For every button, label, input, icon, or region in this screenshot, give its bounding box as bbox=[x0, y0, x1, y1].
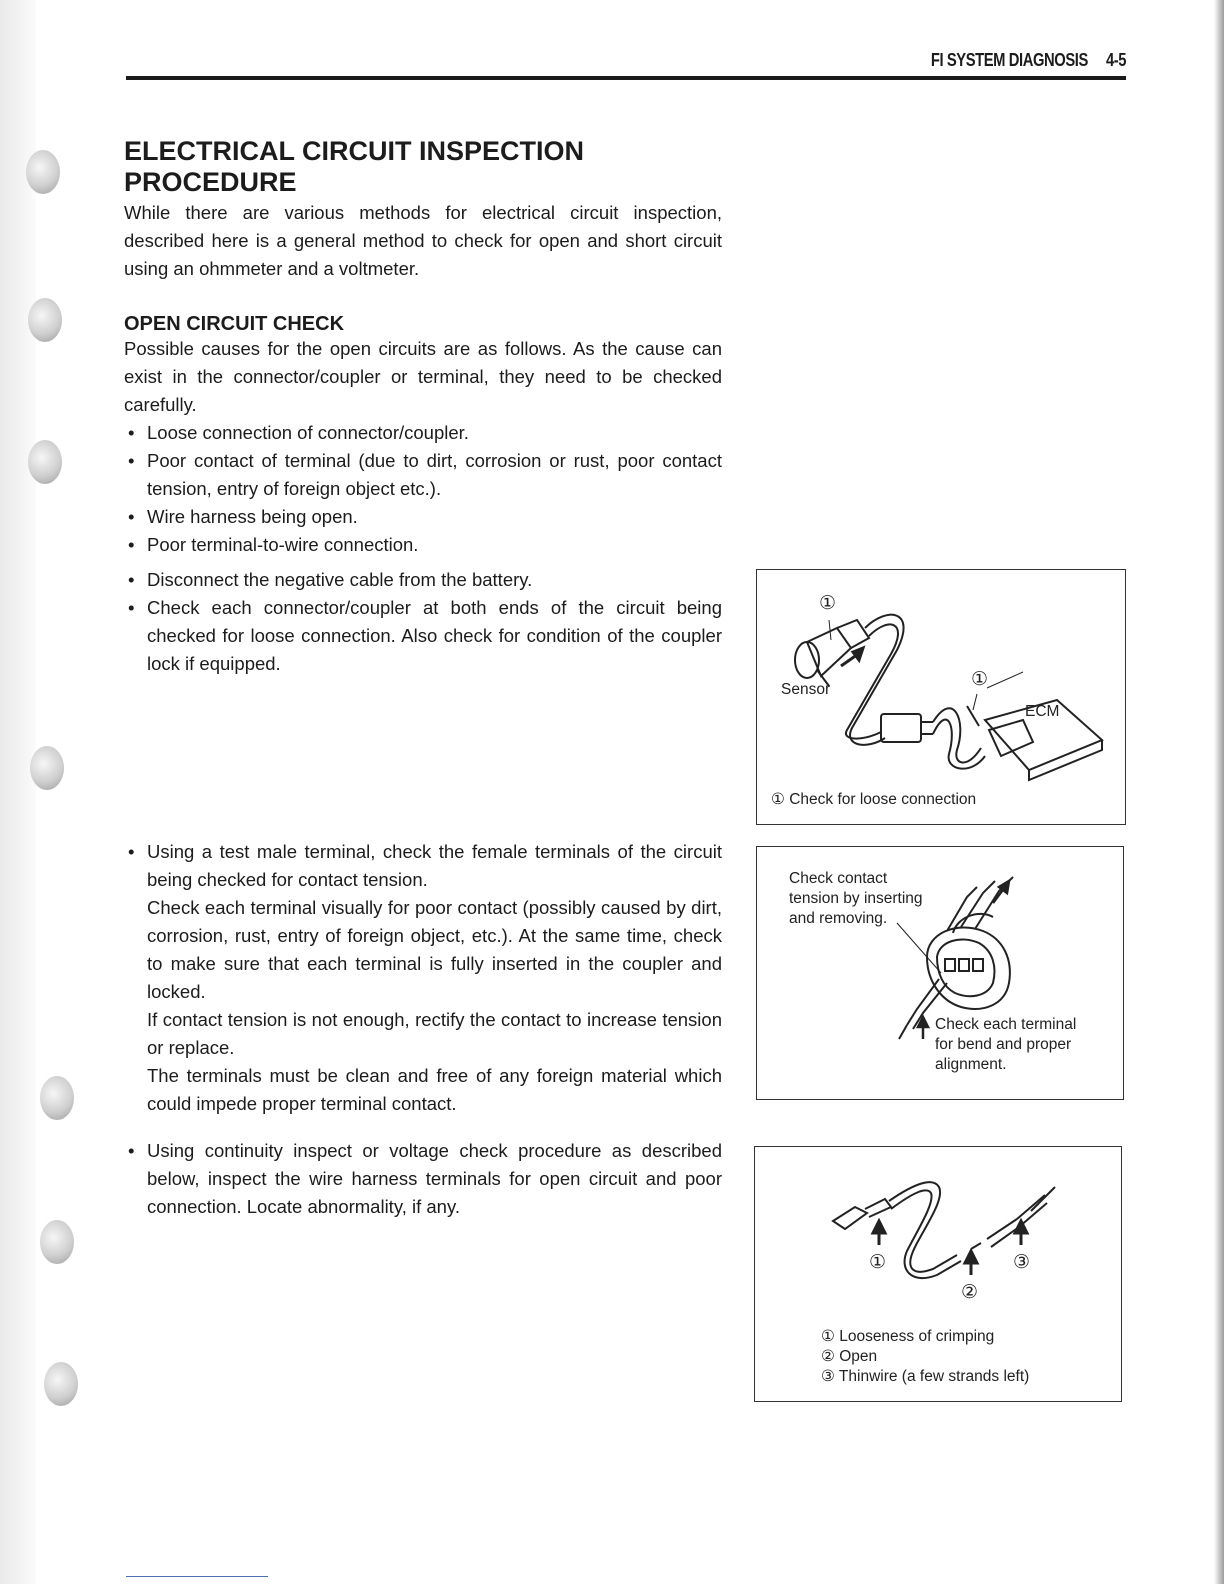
figure-2-label-right-1: Check each terminal bbox=[935, 1016, 1077, 1033]
page-right-edge bbox=[1214, 0, 1224, 1584]
list-item: • Loose connection of connector/coupler. bbox=[124, 419, 722, 447]
step-b-p4: The terminals must be clean and free of any foreign material which could impede proper terminal contact. bbox=[147, 1065, 722, 1114]
binder-ring bbox=[28, 440, 62, 484]
figure-3-legend-2: ② Open bbox=[821, 1348, 878, 1365]
cause-list bbox=[124, 419, 722, 559]
figure-3-legend-3: ③ Thinwire (a few strands left) bbox=[821, 1368, 1030, 1385]
binder-ring bbox=[40, 1076, 74, 1120]
open-circuit-heading: OPEN CIRCUIT CHECK bbox=[124, 313, 345, 335]
figure-2-label-right-3: alignment. bbox=[935, 1056, 1007, 1073]
list-item: • Disconnect the negative cable from the battery. bbox=[124, 566, 722, 594]
page-header bbox=[126, 50, 1126, 80]
header-right bbox=[931, 50, 1126, 71]
figure-2-label-left-3: and removing. bbox=[789, 910, 888, 927]
figure-3-marker-1: ① bbox=[869, 1252, 887, 1273]
step-b-p2: Check each terminal visually for poor contact (possibly caused by dirt, corrosion, rust, entry of foreign object, etc.). At the same time, check to make sure that each terminal is fully inserted in the coupler and locked. bbox=[147, 897, 722, 1002]
figure-contact-tension bbox=[756, 846, 1124, 1100]
header-page-number: 4-5 bbox=[1105, 50, 1126, 70]
binder-ring bbox=[40, 1220, 74, 1264]
figure-3-legend-1: ① Looseness of crimping bbox=[821, 1328, 995, 1345]
step-list-b bbox=[124, 838, 722, 1118]
figure-2-label-left-1: Check contact bbox=[789, 870, 888, 887]
page-title bbox=[124, 136, 744, 198]
binder-edge bbox=[0, 0, 36, 1584]
header-section: FI SYSTEM DIAGNOSIS bbox=[930, 50, 1088, 70]
figure-3-marker-2: ② bbox=[961, 1282, 979, 1303]
step-b-p1: • Using a test male terminal, check the female terminals of the circuit being checked for contact tension. bbox=[147, 841, 722, 890]
title-line-2: PROCEDURE bbox=[124, 167, 297, 197]
title-line-1: ELECTRICAL CIRCUIT INSPECTION bbox=[124, 136, 585, 166]
figure-1-caption: ① Check for loose connection bbox=[771, 791, 977, 808]
figure-3-drawing bbox=[755, 1147, 1121, 1401]
figure-loose-connection bbox=[756, 569, 1126, 825]
step-list-a bbox=[124, 566, 722, 678]
figure-3-marker-3: ③ bbox=[1013, 1252, 1031, 1273]
list-item: • Wire harness being open. bbox=[124, 503, 722, 531]
binder-ring bbox=[44, 1362, 78, 1406]
list-item: • Check each connector/coupler at both ends of the circuit being checked for loose connection. Also check for condition of the coupler lock if equipped. bbox=[124, 594, 722, 678]
binder-ring bbox=[26, 150, 60, 194]
bottom-rule bbox=[126, 1576, 268, 1577]
list-item: • Poor terminal-to-wire connection. bbox=[124, 531, 722, 559]
figure-open-circuit-causes bbox=[754, 1146, 1122, 1402]
figure-1-marker-right: ① bbox=[971, 669, 989, 690]
figure-1-ecm-label: ECM bbox=[1025, 703, 1060, 720]
list-item: • Using continuity inspect or voltage check procedure as described below, inspect the wire harness terminals for open circuit and poor connection. Locate abnormality, if any. bbox=[124, 1137, 722, 1221]
figure-1-sensor-label: Sensor bbox=[781, 681, 831, 698]
step-list-c bbox=[124, 1137, 722, 1221]
list-item bbox=[124, 838, 722, 1118]
binder-ring bbox=[28, 298, 62, 342]
list-item: • Poor contact of terminal (due to dirt, corrosion or rust, poor contact tension, entry of foreign object etc.). bbox=[124, 447, 722, 503]
figure-2-label-left-2: tension by inserting bbox=[789, 890, 923, 907]
figure-2-label-right-2: for bend and proper bbox=[935, 1036, 1072, 1053]
binder-ring bbox=[30, 746, 64, 790]
open-circuit-intro: Possible causes for the open circuits are as follows. As the cause can exist in the connector/coupler or terminal, they need to be checked carefully. bbox=[124, 338, 722, 415]
figure-1-marker-top: ① bbox=[819, 593, 837, 614]
intro-paragraph: While there are various methods for electrical circuit inspection, described here is a general method to check for open and short circuit using an ohmmeter and a voltmeter. bbox=[124, 202, 722, 279]
step-b-p3: If contact tension is not enough, rectify the contact to increase tension or replace. bbox=[147, 1009, 722, 1058]
